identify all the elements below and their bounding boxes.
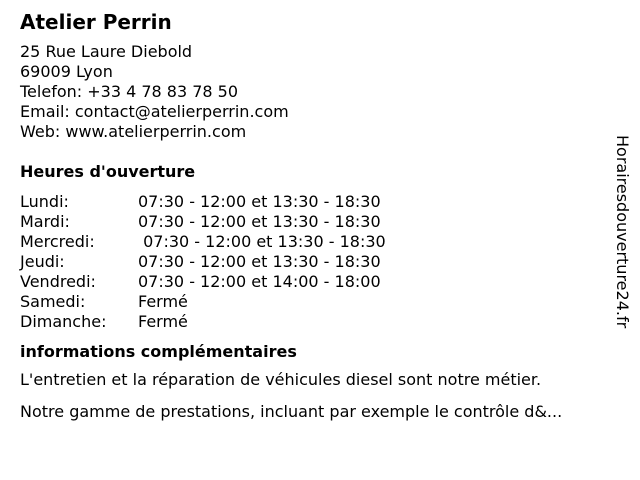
hours-row-wednesday [20,232,610,252]
info-paragraph-2: Notre gamme de prestations, incluant par exemple le contrôle d&... [20,402,563,421]
site-watermark [612,135,632,345]
day-hours: Fermé [138,292,188,311]
street-address: 25 Rue Laure Diebold [20,42,193,61]
hours-row-thursday [20,252,610,272]
postal-city: 69009 Lyon [20,62,113,81]
day-hours: Fermé [138,312,188,331]
day-label: Dimanche: [20,312,107,331]
day-hours: 07:30 - 12:00 et 13:30 - 18:30 [138,232,386,251]
hours-row-sunday [20,312,610,332]
additional-info-title: informations complémentaires [20,342,297,361]
opening-hours-table [20,192,610,332]
day-label: Mardi: [20,212,70,231]
day-hours: 07:30 - 12:00 et 13:30 - 18:30 [138,252,381,271]
phone-line: Telefon: +33 4 78 83 78 50 [20,82,239,101]
email-line: Email: contact@atelierperrin.com [20,102,289,121]
day-hours: 07:30 - 12:00 et 14:00 - 18:00 [138,272,381,291]
day-label: Samedi: [20,292,86,311]
info-paragraph-1: L'entretien et la réparation de véhicules diesel sont notre métier. [20,370,542,389]
hours-row-friday [20,272,610,292]
day-label: Vendredi: [20,272,96,291]
business-name: Atelier Perrin [20,10,172,34]
hours-row-monday [20,192,610,212]
business-card [20,10,610,434]
website-line: Web: www.atelierperrin.com [20,122,247,141]
address-block [20,42,610,142]
site-watermark-text: Horairesdouverture24.fr [613,135,632,329]
hours-row-saturday [20,292,610,312]
hours-row-tuesday [20,212,610,232]
day-label: Mercredi: [20,232,95,251]
day-hours: 07:30 - 12:00 et 13:30 - 18:30 [138,192,381,211]
day-label: Lundi: [20,192,69,211]
day-hours: 07:30 - 12:00 et 13:30 - 18:30 [138,212,381,231]
opening-hours-title: Heures d'ouverture [20,162,196,181]
day-label: Jeudi: [20,252,65,271]
